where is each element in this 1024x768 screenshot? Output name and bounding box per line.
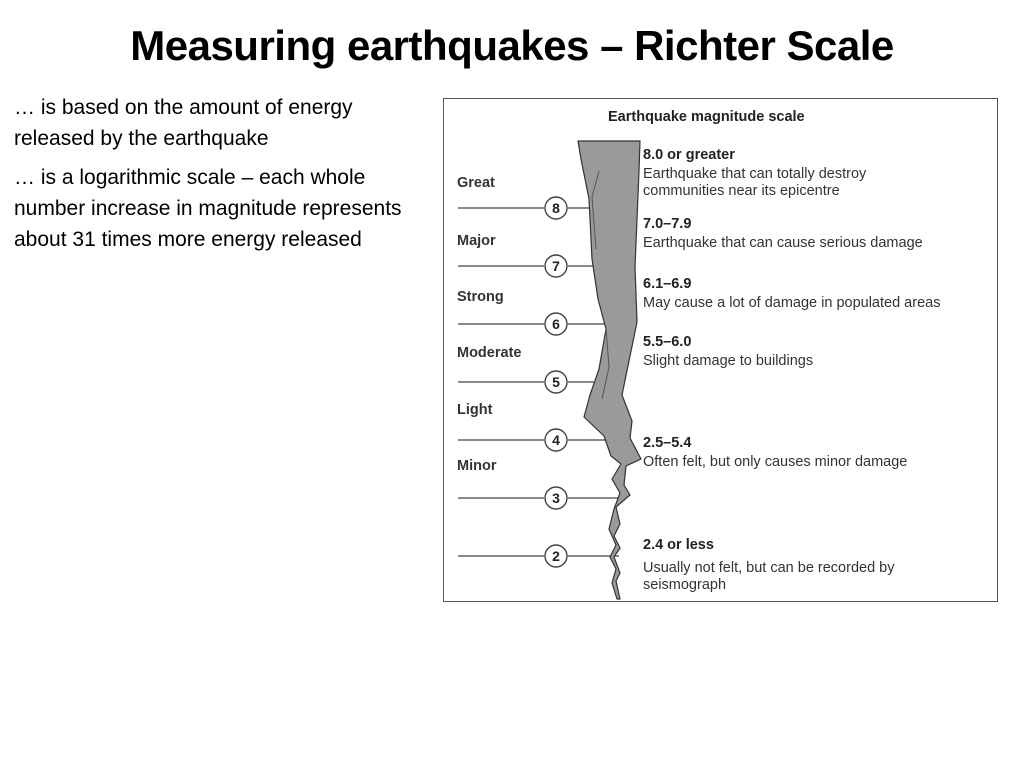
marker-4: 4 [552,432,560,448]
range-light: 2.5–5.4 [643,435,692,451]
range-moderate: 5.5–6.0 [643,334,692,350]
text-strong: May cause a lot of damage in populated areas [643,295,941,311]
crack-shape [578,141,641,599]
diagram-title: Earthquake magnitude scale [608,109,805,125]
band-label-minor: Minor [457,458,497,474]
description-minor [643,537,933,594]
text-minor: Usually not felt, but can be recorded by seismograph [643,560,895,593]
marker-2: 2 [552,548,560,564]
text-great: Earthquake that can totally destroy communities near its epicentre [643,166,867,199]
text-moderate: Slight damage to buildings [643,353,814,369]
band-label-light: Light [457,402,493,418]
band-label-moderate: Moderate [457,345,522,361]
marker-5: 5 [552,374,560,390]
band-label-great: Great [457,175,495,191]
marker-6: 6 [552,316,560,332]
range-great: 8.0 or greater [643,147,735,163]
description-light [643,435,988,471]
band-label-major: Major [457,233,496,249]
description-moderate [643,334,943,370]
description-major [643,216,988,252]
bullet-list [14,92,434,263]
range-minor: 2.4 or less [643,537,714,553]
bullet-logarithmic: … is a logarithmic scale – each whole number increase in magnitude represents about 31 times more energy released [14,166,402,251]
marker-8: 8 [552,200,560,216]
band-label-strong: Strong [457,289,504,305]
description-great [643,147,923,200]
magnitude-diagram [443,98,998,602]
range-major: 7.0–7.9 [643,216,692,232]
marker-3: 3 [552,490,560,506]
marker-7: 7 [552,258,560,274]
range-strong: 6.1–6.9 [643,276,692,292]
slide-title: Measuring earthquakes – Richter Scale [130,22,894,69]
text-major: Earthquake that can cause serious damage [643,235,923,251]
bullet-energy: … is based on the amount of energy released by the earthquake [14,96,353,150]
description-strong [643,276,993,312]
text-light: Often felt, but only causes minor damage [643,454,908,470]
